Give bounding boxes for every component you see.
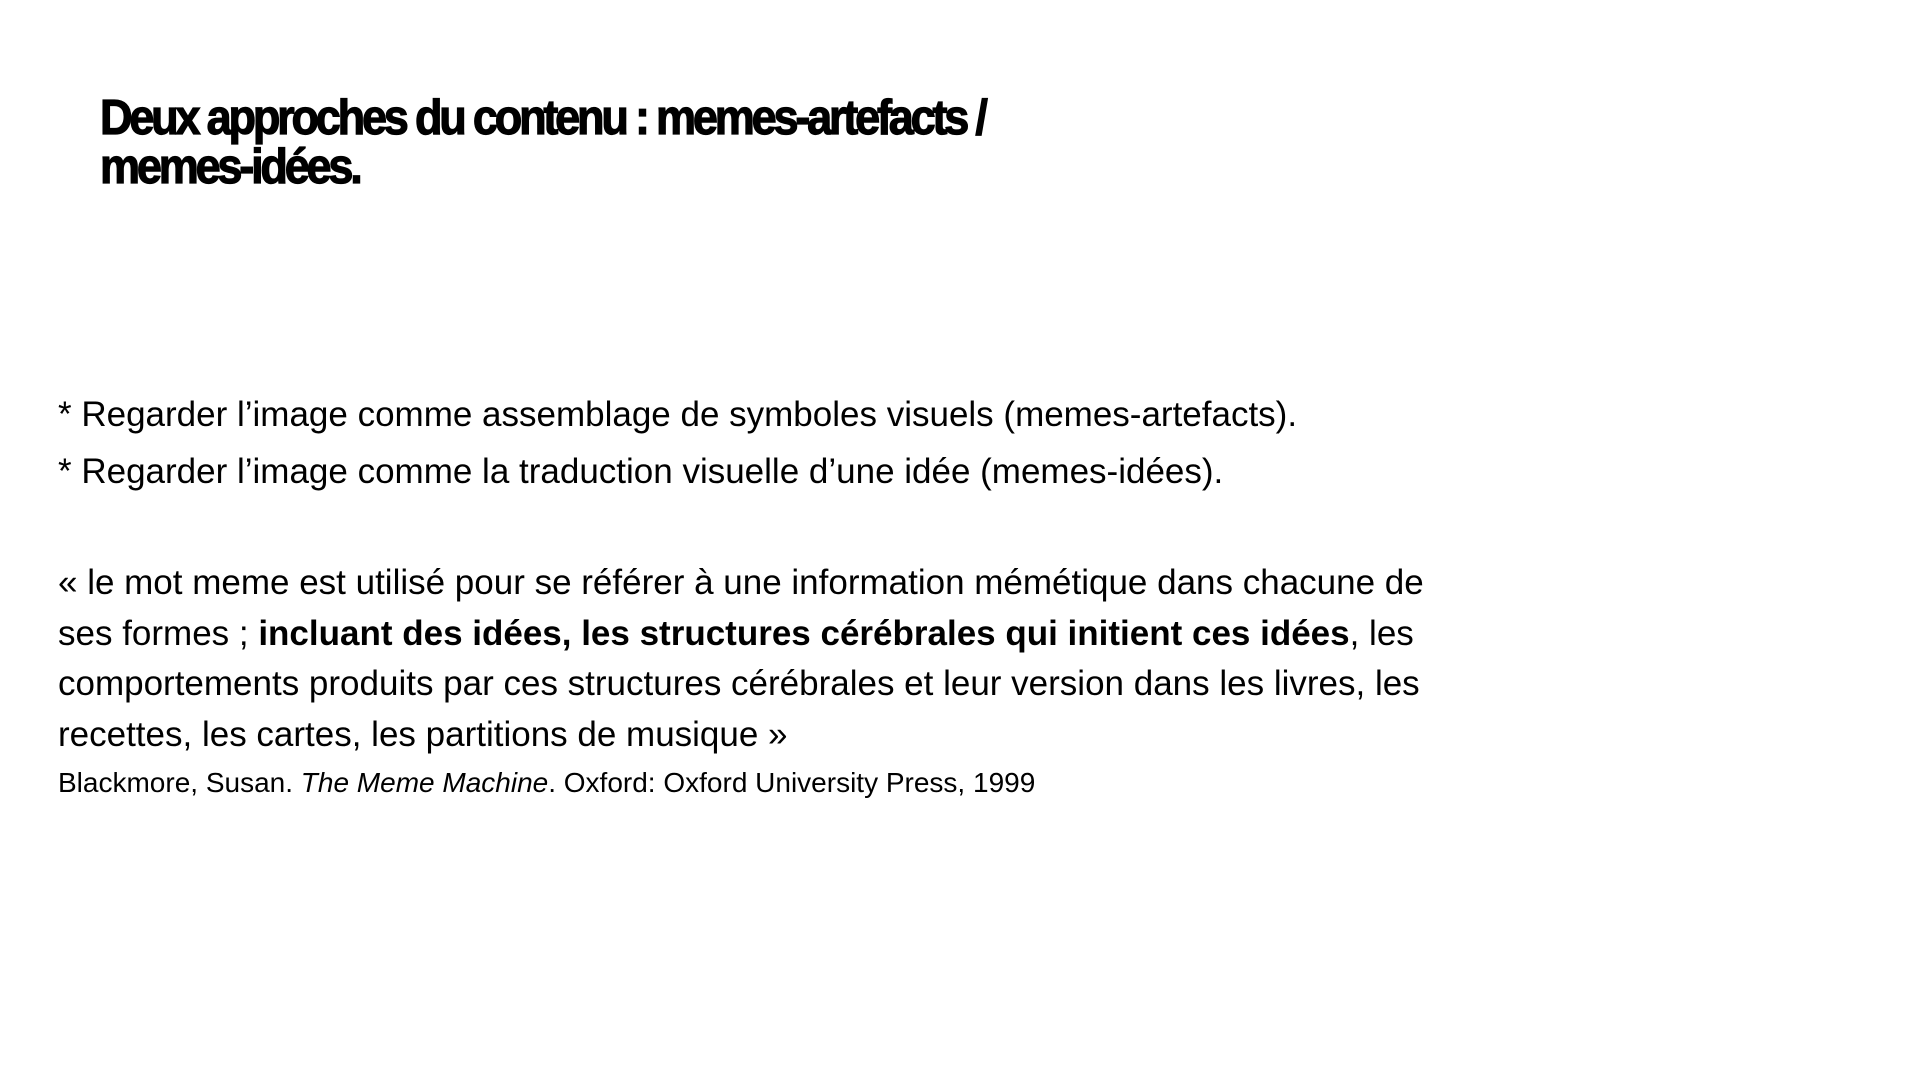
citation-author: Blackmore, Susan. — [58, 767, 301, 798]
citation — [58, 765, 1358, 801]
quote-text-start: « le mot meme est utilisé pour se référer à une information mémétique dans chacune de ses formes ; — [58, 563, 1424, 653]
bullet-list — [58, 386, 1408, 500]
citation-publisher: . Oxford: Oxford University Press, 1999 — [548, 767, 1036, 798]
quote-emphasis: incluant des idées, les structures cérébrales qui initient ces idées — [258, 613, 1350, 653]
citation-work-title: The Meme Machine — [300, 767, 549, 798]
bullet-item-idees: * Regarder l’image comme la traduction visuelle d’une idée (memes-idées). — [58, 452, 1224, 491]
slide-title: Deux approches du contenu : memes-artefacts / memes-idées. — [100, 91, 985, 194]
quote-block — [58, 558, 1438, 760]
bullet-item-artefacts: * Regarder l’image comme assemblage de symboles visuels (memes-artefacts). — [58, 395, 1298, 434]
quote-text-end: , les comportements produits par ces structures cérébrales et leur version dans les livres, les recettes, les cartes, les partitions de musique » — [58, 613, 1420, 754]
